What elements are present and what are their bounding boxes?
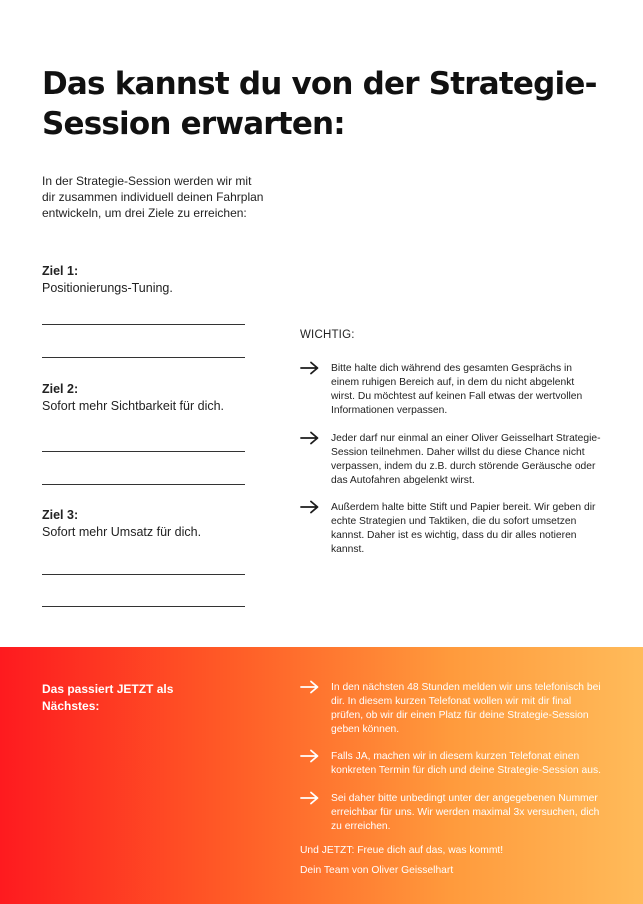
goal-3-text: Sofort mehr Umsatz für dich. xyxy=(42,525,202,539)
note-line xyxy=(42,606,245,607)
arrow-right-icon xyxy=(300,500,320,514)
goal-1-label: Ziel 1: xyxy=(42,264,79,278)
signature-text: Dein Team von Oliver Geisselhart xyxy=(300,865,454,876)
intro-text: In der Strategie-Session werden wir mit dir zusammen individuell deinen Fahrplan entwickeln, um drei Ziele zu erreichen: xyxy=(42,174,264,220)
note-line xyxy=(42,484,245,485)
wichtig-item-text: Außerdem halte bitte Stift und Papier bereit. Wir geben dir echte Strategien und Taktiken, die du sofort umsetzen kannst. Daher ist es wichtig, dass du dir alles notieren kannst. xyxy=(331,502,596,555)
goal-3 xyxy=(42,507,201,541)
goal-1 xyxy=(42,263,173,297)
page-title: Das kannst du von der Strategie-Session erwarten: xyxy=(42,66,597,142)
wichtig-item-text: Jeder darf nur einmal an einer Oliver Geisselhart Strategie-Session teilnehmen. Daher willst du diese Chance nicht verpassen, indem du z.B. durch störende Geräusche oder das Autofahren abgelenkt wirst. xyxy=(331,433,601,486)
goal-2-label: Ziel 2: xyxy=(42,382,79,396)
note-line xyxy=(42,574,245,575)
goal-3-label: Ziel 3: xyxy=(42,508,79,522)
goal-1-text: Positionierungs-Tuning. xyxy=(42,281,173,295)
closing-text: Und JETZT: Freue dich auf das, was kommt! xyxy=(300,845,504,856)
next-steps-heading: Das passiert JETZT als Nächstes: xyxy=(42,682,174,713)
wichtig-heading: WICHTIG: xyxy=(300,329,355,341)
next-item-text: Falls JA, machen wir in diesem kurzen Telefonat einen konkreten Termin für dich und deine Strategie-Session aus. xyxy=(331,751,601,776)
arrow-right-icon xyxy=(300,431,320,445)
arrow-right-icon xyxy=(300,791,320,805)
goal-2-text: Sofort mehr Sichtbarkeit für dich. xyxy=(42,399,225,413)
wichtig-item-text: Bitte halte dich während des gesamten Gesprächs in einem ruhigen Bereich auf, in dem du nicht abgelenkt wirst. Du möchtest auf keinen Fall etwas der wertvollen Informationen verpassen. xyxy=(331,363,583,416)
goal-2 xyxy=(42,381,224,415)
note-line xyxy=(42,324,245,325)
next-item-text: In den nächsten 48 Stunden melden wir uns telefonisch bei dir. In diesem kurzen Telefonat wollen wir mit dir final prüfen, ob wir dir einen Platz für deine Strategie-Session geben können. xyxy=(331,682,601,735)
next-item-text: Sei daher bitte unbedingt unter der angegebenen Nummer erreichbar für uns. Wir werden maximal 3x versuchen, dich zu erreichen. xyxy=(331,793,600,832)
arrow-right-icon xyxy=(300,749,320,763)
arrow-right-icon xyxy=(300,680,320,694)
note-line xyxy=(42,357,245,358)
note-line xyxy=(42,451,245,452)
arrow-right-icon xyxy=(300,361,320,375)
